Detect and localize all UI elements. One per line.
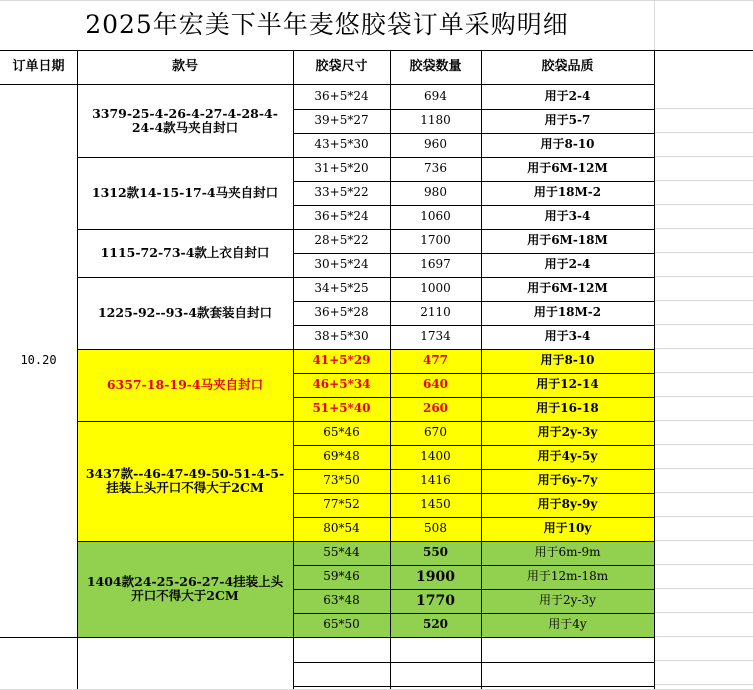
border-line	[293, 613, 654, 614]
grid-line	[655, 564, 753, 565]
border-line	[390, 84, 391, 637]
bag-quality-cell: 用于3-4	[544, 209, 591, 224]
bag-qty-cell: 1180	[420, 113, 451, 128]
grid-line	[0, 0, 753, 1]
border-line	[293, 109, 654, 110]
border-line	[293, 517, 654, 518]
bag-qty-cell: 694	[424, 89, 447, 104]
border-line	[77, 229, 654, 230]
bag-size-cell: 28+5*22	[314, 233, 369, 248]
bag-qty-cell: 1000	[420, 281, 451, 296]
border-line	[293, 637, 294, 690]
border-line	[654, 84, 655, 637]
bag-size-cell: 38+5*30	[314, 329, 369, 344]
border-line	[293, 493, 654, 494]
header-bag-size: 胶袋尺寸	[315, 58, 368, 74]
sheet-title: 2025年宏美下半年麦悠胶袋订单采购明细	[85, 9, 569, 39]
border-line	[293, 662, 654, 663]
bag-size-cell: 39+5*27	[314, 113, 369, 128]
header-bag-qty: 胶袋数量	[409, 58, 462, 74]
bag-qty-cell: 1400	[420, 449, 451, 464]
border-line	[77, 50, 78, 84]
bag-quality-cell: 用于4y-5y	[537, 449, 598, 464]
bag-quality-cell: 用于16-18	[536, 401, 599, 416]
product-name-cell: 3379-25-4-26-4-27-4-28-4-24-4款马夹自封口	[92, 105, 278, 135]
order-date-cell: 10.20	[20, 353, 57, 368]
bag-qty-cell: 2110	[420, 305, 451, 320]
grid-line	[655, 348, 753, 349]
border-line	[390, 637, 391, 690]
bag-size-cell: 30+5*24	[314, 257, 369, 272]
border-line	[293, 50, 294, 84]
bag-size-cell: 31+5*20	[314, 161, 369, 176]
border-line	[77, 421, 654, 422]
grid-line	[655, 276, 753, 277]
grid-line	[655, 252, 753, 253]
grid-line	[655, 324, 753, 325]
product-name-cell: 1225-92--93-4款套装自封口	[97, 304, 273, 320]
bag-size-cell: 55*44	[323, 545, 360, 560]
bag-qty-cell: 1734	[420, 329, 451, 344]
grid-line	[655, 612, 753, 613]
grid-line	[655, 684, 753, 685]
bag-quality-cell: 用于2-4	[544, 257, 591, 272]
border-line	[77, 349, 654, 350]
header-bag-quality: 胶袋品质	[541, 58, 594, 74]
grid-line	[655, 228, 753, 229]
border-line	[390, 50, 391, 84]
bag-quality-cell: 用于6M-12M	[527, 281, 608, 296]
bag-quality-cell: 用于8-10	[540, 353, 595, 368]
bag-size-cell: 77*52	[323, 497, 360, 512]
border-line	[77, 541, 654, 542]
bag-size-cell: 36+5*28	[314, 305, 369, 320]
bag-qty-cell: 1770	[416, 592, 455, 609]
bag-qty-cell: 1416	[420, 473, 451, 488]
grid-line	[655, 204, 753, 205]
border-line	[293, 686, 654, 687]
border-line	[77, 157, 654, 158]
bag-qty-cell: 1900	[416, 568, 455, 585]
border-line	[481, 84, 482, 637]
bag-quality-cell: 用于18M-2	[533, 305, 602, 320]
grid-line	[655, 300, 753, 301]
product-name-cell: 3437款--46-47-49-50-51-4-5-挂装上头开口不得大于2CM	[85, 465, 285, 495]
bag-size-cell: 33+5*22	[314, 185, 369, 200]
border-line	[293, 445, 654, 446]
bag-quality-cell: 用于5-7	[544, 113, 591, 128]
bag-quality-cell: 用于2y-3y	[537, 425, 598, 440]
bag-size-cell: 41+5*29	[312, 353, 371, 368]
bag-quality-cell: 用于4y	[548, 617, 587, 632]
bag-size-cell: 43+5*30	[314, 137, 369, 152]
border-line	[293, 84, 294, 637]
bag-size-cell: 73*50	[323, 473, 360, 488]
bag-size-cell: 65*50	[323, 617, 360, 632]
bag-quality-cell: 用于18M-2	[533, 185, 602, 200]
border-line	[293, 589, 654, 590]
header-style-no: 款号	[171, 58, 198, 74]
grid-line	[655, 156, 753, 157]
bag-size-cell: 34+5*25	[314, 281, 369, 296]
grid-line	[655, 132, 753, 133]
bag-size-cell: 36+5*24	[314, 89, 369, 104]
border-line	[293, 469, 654, 470]
bag-quality-cell: 用于10y	[543, 521, 592, 536]
border-line	[77, 637, 78, 690]
bag-quality-cell: 用于6M-12M	[527, 161, 608, 176]
grid-line	[655, 636, 753, 637]
border-line	[481, 50, 482, 84]
product-name-cell: 1312款14-15-17-4马夹自封口	[91, 184, 279, 200]
bag-qty-cell: 640	[422, 377, 449, 392]
border-line	[293, 181, 654, 182]
border-line	[0, 84, 655, 85]
bag-qty-cell: 477	[422, 353, 449, 368]
bag-qty-cell: 736	[424, 161, 447, 176]
bag-size-cell: 46+5*34	[312, 377, 371, 392]
grid-line	[655, 420, 753, 421]
grid-line	[655, 180, 753, 181]
bag-qty-cell: 260	[422, 401, 449, 416]
grid-line	[655, 444, 753, 445]
border-line	[293, 397, 654, 398]
grid-line	[655, 108, 753, 109]
bag-qty-cell: 520	[422, 617, 449, 632]
border-line	[0, 637, 77, 638]
bag-qty-cell: 1450	[420, 497, 451, 512]
bag-size-cell: 69*48	[323, 449, 360, 464]
grid-line	[655, 540, 753, 541]
grid-line	[655, 492, 753, 493]
bag-quality-cell: 用于6M-18M	[527, 233, 608, 248]
grid-line	[655, 588, 753, 589]
grid-line	[655, 660, 753, 661]
border-line	[293, 205, 654, 206]
product-name-cell: 1404款24-25-26-27-4挂装上头开口不得大于2CM	[86, 573, 284, 603]
grid-line	[655, 516, 753, 517]
bag-qty-cell: 508	[424, 521, 447, 536]
grid-line	[655, 372, 753, 373]
border-line	[293, 325, 654, 326]
bag-quality-cell: 用于6m-9m	[534, 545, 601, 560]
bag-quality-cell: 用于12m-18m	[526, 569, 609, 584]
header-order-date: 订单日期	[12, 58, 65, 74]
bag-qty-cell: 670	[424, 425, 447, 440]
border-line	[77, 637, 654, 638]
bag-qty-cell: 1060	[420, 209, 451, 224]
border-line	[481, 637, 482, 690]
bag-quality-cell: 用于6y-7y	[537, 473, 598, 488]
border-line	[654, 50, 655, 84]
product-name-cell: 6357-18-19-4马夹自封口	[106, 376, 264, 392]
grid-line	[654, 0, 655, 50]
grid-line	[655, 396, 753, 397]
bag-quality-cell: 用于2y-3y	[539, 593, 596, 608]
bag-qty-cell: 980	[424, 185, 447, 200]
bag-qty-cell: 1700	[420, 233, 451, 248]
border-line	[293, 373, 654, 374]
border-line	[293, 133, 654, 134]
border-line	[293, 301, 654, 302]
bag-size-cell: 63*48	[323, 593, 360, 608]
bag-quality-cell: 用于2-4	[544, 89, 591, 104]
bag-quality-cell: 用于8y-9y	[537, 497, 598, 512]
bag-quality-cell: 用于3-4	[544, 329, 591, 344]
bag-size-cell: 65*46	[323, 425, 360, 440]
grid-line	[655, 468, 753, 469]
border-line	[293, 565, 654, 566]
bag-size-cell: 80*54	[323, 521, 360, 536]
border-line	[77, 277, 654, 278]
bag-quality-cell: 用于8-10	[540, 137, 595, 152]
border-line	[293, 253, 654, 254]
bag-qty-cell: 550	[422, 545, 449, 560]
product-name-cell: 1115-72-73-4款上衣自封口	[100, 244, 270, 260]
bag-size-cell: 51+5*40	[312, 401, 371, 416]
bag-quality-cell: 用于12-14	[536, 377, 599, 392]
border-line	[77, 84, 78, 637]
bag-size-cell: 59*46	[323, 569, 360, 584]
bag-size-cell: 36+5*24	[314, 209, 369, 224]
bag-qty-cell: 1697	[420, 257, 451, 272]
border-line	[0, 50, 753, 51]
bag-qty-cell: 960	[424, 137, 447, 152]
border-line	[654, 637, 655, 690]
